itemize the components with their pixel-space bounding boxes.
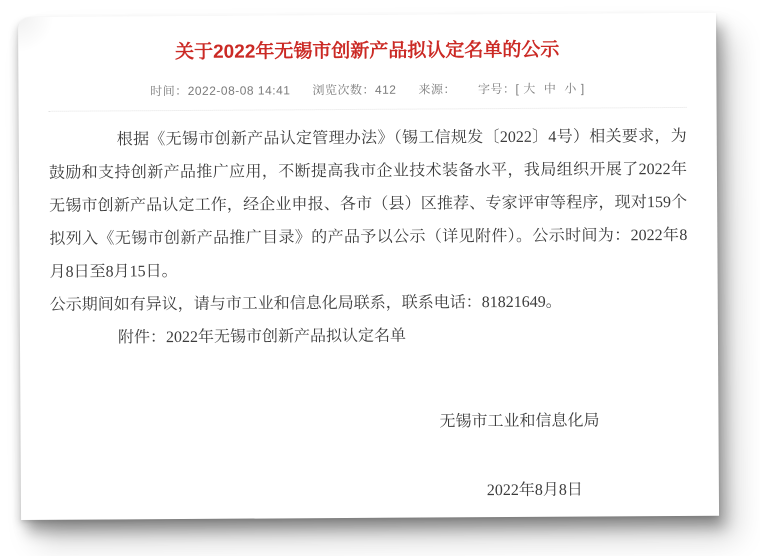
announcement-body <box>49 120 689 510</box>
meta-views-value: 412 <box>374 82 397 97</box>
meta-views-label: 浏览次数： <box>312 82 375 98</box>
announcement-page <box>18 13 719 520</box>
body-paragraph-2: 公示期间如有异议，请与市工业和信息化局联系，联系电话：81821649。 <box>49 293 562 314</box>
meta-views <box>312 81 396 99</box>
meta-time: 时间：2022-08-08 14:41 <box>150 83 291 99</box>
font-size-medium-button[interactable]: 中 <box>543 81 557 96</box>
issue-date: 2022年8月8日 <box>486 481 583 500</box>
issuer-signature: 无锡市工业和信息化局 <box>439 412 600 431</box>
body-paragraph-1: 根据《无锡市创新产品认定管理办法》（锡工信规发〔2022〕4号）相关要求，为鼓励和支持创新产品推广应用，不断提高我市企业技术装备水平，我局组织开展了2022年无锡市创新产品认定工作，经企业申报、各市（县）区推荐、专家评审等程序，现对159个拟列入《无锡市创新产品推广目录》的产品予以公示（详见附件）。公示时间为：2022年8月8日至8月15日。 <box>48 127 688 281</box>
font-size-bracket-close: ] <box>580 81 585 96</box>
font-size-bracket-open: [ <box>515 81 520 96</box>
attachment-link[interactable]: 附件：2022年无锡市创新产品拟认定名单 <box>117 327 407 347</box>
meta-divider <box>49 107 687 112</box>
page-title: 关于2022年无锡市创新产品拟认定名单的公示 <box>175 39 560 64</box>
font-size-label: 字号： <box>477 81 516 97</box>
meta-source-label: 来源： <box>418 82 457 97</box>
font-size-small-button[interactable]: 小 <box>564 81 577 96</box>
meta-bar <box>48 79 686 100</box>
font-size-control <box>478 80 585 98</box>
font-size-large-button[interactable]: 大 <box>523 81 536 96</box>
